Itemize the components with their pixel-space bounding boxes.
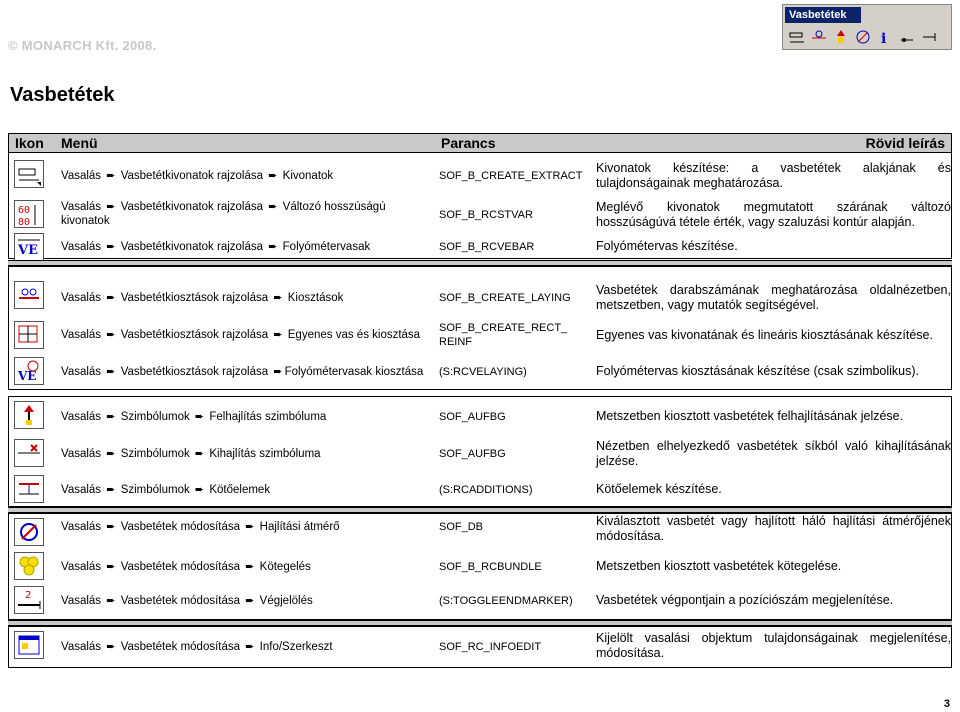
command: (S:RCADDITIONS) [439, 484, 533, 496]
command: SOF_RC_INFOEDIT [439, 641, 542, 653]
toolbar-edit-icon[interactable] [897, 27, 917, 47]
table-row [9, 401, 951, 431]
table-group [8, 626, 952, 668]
table-row [9, 631, 951, 665]
command: (S:TOGGLEENDMARKER) [439, 595, 573, 607]
table-row [9, 552, 951, 582]
table-row [9, 158, 951, 194]
toolbar-info-icon[interactable] [875, 27, 895, 47]
command: SOF_B_RCVEBAR [439, 241, 535, 253]
command: SOF_B_CREATE_EXTRACT [439, 170, 583, 182]
menu-path: Vasalás ➨ Vasbetétek módosítása ➨ Info/Szerkeszt [61, 641, 333, 653]
menu-path: Vasalás ➨ Szimbólumok ➨ Kihajlítás szimbóluma [61, 448, 321, 460]
bend-up-symbol-icon [14, 401, 44, 429]
table-row [9, 277, 951, 315]
description: Vasbetétek végpontjain a pozíciószám megjelenítése. [596, 593, 894, 607]
table-group [8, 152, 952, 259]
description: Meglévő kivonatok megmutatott szárának változó hosszúságúvá tétele érték, vagy szaluzási kontúr alapján. [596, 200, 951, 229]
table-row [9, 194, 951, 234]
toolbar-modify-icon[interactable] [853, 27, 873, 47]
table-row [9, 514, 951, 550]
info-edit-icon [14, 631, 44, 659]
toolbar-title: Vasbetétek [785, 7, 861, 23]
svg-text:60: 60 [18, 205, 31, 216]
table-row [9, 475, 951, 505]
table-group [8, 266, 952, 390]
menu-path: Vasalás ➨ Szimbólumok ➨ Felhajlítás szimbóluma [61, 411, 327, 423]
description: Folyómétervas kiosztásának készítése (csak szimbolikus). [596, 364, 920, 378]
table-row [9, 233, 951, 259]
bend-out-symbol-icon [14, 439, 44, 467]
description: Kivonatok készítése: a vasbetétek alakjának és tulajdonságainak meghatározása. [596, 161, 951, 190]
running-meter-laying-icon [14, 357, 44, 385]
menu-path: Vasalás ➨ Vasbetétkiosztások rajzolása ➨ Kiosztások [61, 292, 344, 304]
menu-path: Vasalás ➨ Vasbetétek módosítása ➨ Kötegelés [61, 561, 311, 573]
menu-path: Vasalás ➨ Vasbetétkiosztások rajzolása ➨ Egyenes vas és kiosztása [61, 329, 421, 341]
description: Kijelölt vasalási objektum tulajdonságainak megjelenítése, módosítása. [596, 631, 951, 660]
menu-path: Vasalás ➨ Szimbólumok ➨ Kötőelemek [61, 484, 271, 496]
menu-path: Vasalás ➨ Vasbetétkivonatok rajzolása ➨ Kivonatok [61, 170, 334, 182]
description: Metszetben kiosztott vasbetétek felhajlításának jelzése. [596, 409, 904, 423]
menu-path: Vasalás ➨ Vasbetétkiosztások rajzolása ➨ Folyómétervasak kiosztása [61, 366, 424, 378]
running-meter-bar-icon [14, 233, 44, 261]
toolbar-panel [782, 4, 952, 50]
description: Metszetben kiosztott vasbetétek kötegelése. [596, 559, 842, 573]
command: SOF_B_CREATE_LAYING [439, 292, 571, 304]
header-menu: Menü [61, 135, 98, 151]
table-row [9, 586, 951, 618]
table-row [9, 357, 951, 389]
connector-icon [14, 475, 44, 503]
toolbar-laying-icon[interactable] [809, 27, 829, 47]
description: Folyómétervas készítése. [596, 239, 738, 253]
menu-path: Vasalás ➨ Vasbetétek módosítása ➨ Hajlítási átmérő [61, 521, 340, 533]
svg-text:80: 80 [18, 217, 31, 227]
header-parancs: Parancs [441, 135, 496, 151]
table-header [8, 133, 952, 153]
table-group [8, 513, 952, 620]
table-group [8, 396, 952, 507]
command: SOF_DB [439, 521, 484, 533]
copyright: © MONARCH Kft. 2008. [8, 38, 157, 53]
command: SOF_AUFBG [439, 411, 506, 423]
menu-path: Vasalás ➨ Vasbetétek módosítása ➨ Végjelölés [61, 595, 313, 607]
description: Kiválasztott vasbetét vagy hajlított háló hajlítási átmérőjének módosítása. [596, 514, 951, 543]
header-ikon: Ikon [15, 135, 44, 151]
command: SOF_AUFBG [439, 448, 506, 460]
variable-length-icon [14, 200, 44, 228]
header-rovid: Rövid leírás [865, 135, 945, 151]
description: Egyenes vas kivonatának és lineáris kiosztásának készítése. [596, 328, 933, 342]
command: SOF_B_CREATE_RECT_ REINF [439, 322, 568, 348]
command: SOF_B_RCBUNDLE [439, 561, 542, 573]
svg-text:VE: VE [18, 243, 38, 258]
end-marker-icon [14, 586, 44, 614]
laying-icon [14, 281, 44, 309]
rect-reinf-icon [14, 321, 44, 349]
menu-path: Vasalás ➨ Vasbetétkivonatok rajzolása ➨ Folyómétervasak [61, 241, 371, 253]
table-row [9, 315, 951, 353]
toolbar-symbol-icon[interactable] [831, 27, 851, 47]
svg-text:VE: VE [18, 369, 37, 383]
svg-text:2: 2 [25, 590, 32, 601]
bend-diameter-icon [14, 518, 44, 546]
description: Vasbetétek darabszámának meghatározása oldalnézetben, metszetben, vagy mutatók segítségével. [596, 283, 951, 312]
bundle-icon [14, 552, 44, 580]
description: Nézetben elhelyezkedő vasbetétek síkból való kihajlításának jelzése. [596, 439, 951, 468]
page-title: Vasbetétek [10, 84, 115, 106]
command: SOF_B_RCSTVAR [439, 209, 533, 221]
menu-path: Vasalás ➨ Vasbetétkivonatok rajzolása ➨ Változó hosszúságú kivonatok [61, 201, 386, 227]
toolbar-end-icon[interactable] [919, 27, 939, 47]
page-number: 3 [943, 698, 950, 710]
extract-icon [14, 160, 44, 188]
table-row [9, 435, 951, 473]
svg-text:i: i [881, 31, 887, 46]
command: (S:RCVELAYING) [439, 366, 527, 378]
description: Kötőelemek készítése. [596, 482, 722, 496]
toolbar-extract-icon[interactable] [787, 27, 807, 47]
